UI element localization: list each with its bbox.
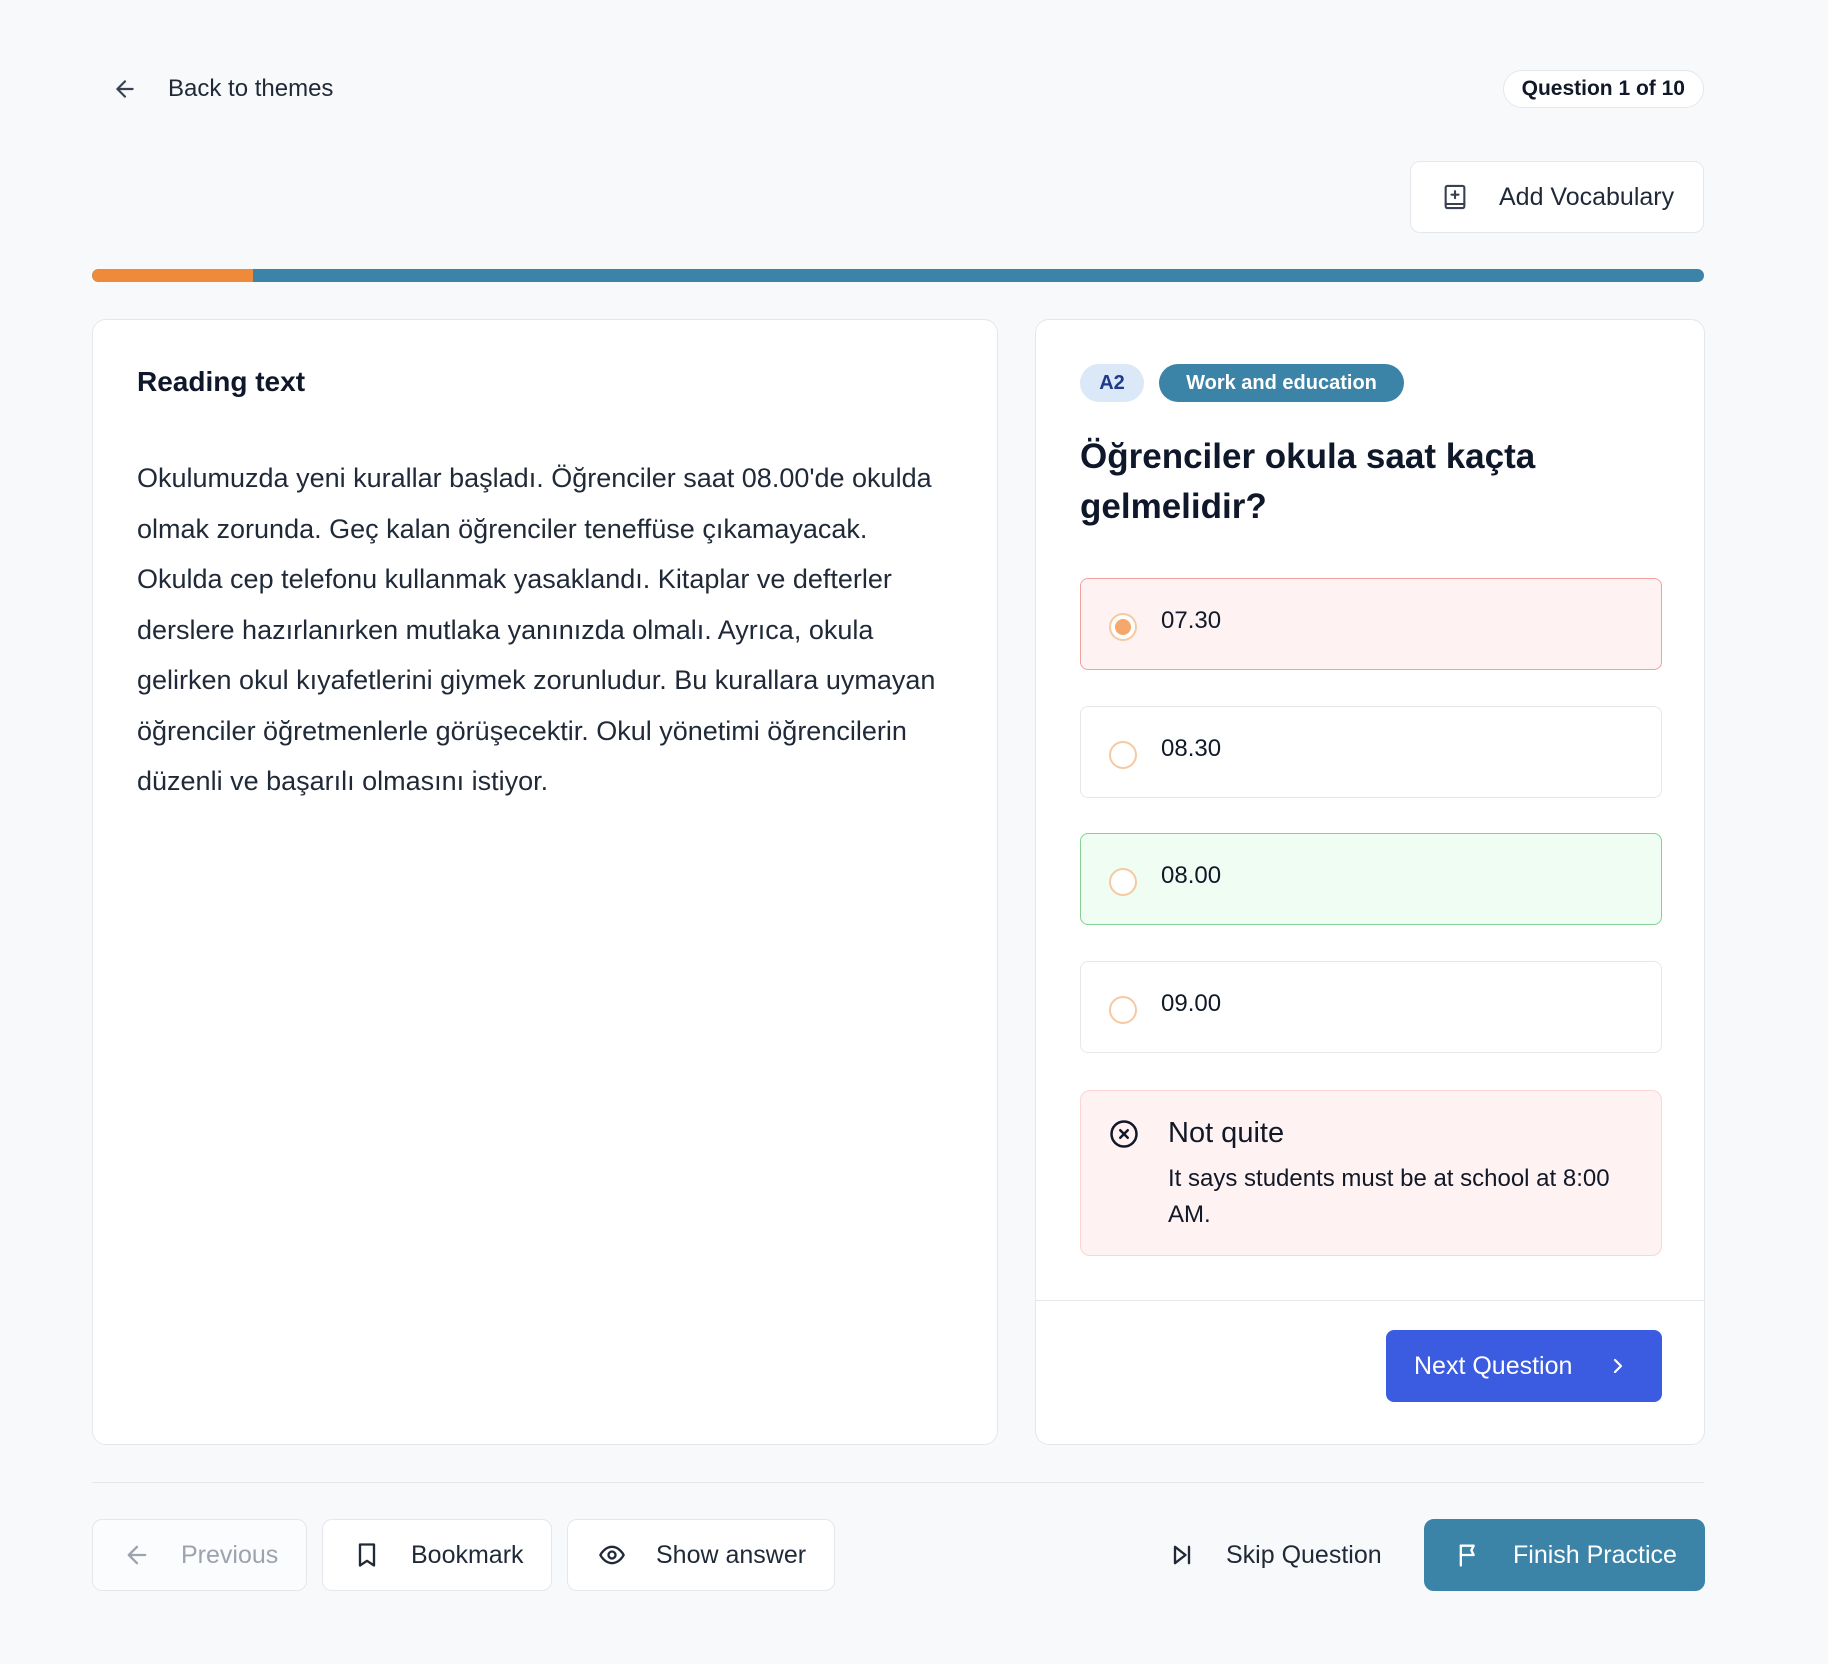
answer-option[interactable] xyxy=(1080,706,1662,798)
back-to-themes-label: Back to themes xyxy=(168,75,334,102)
card-divider xyxy=(1036,1300,1704,1301)
feedback-text: It says students must be at school at 8:00 AM. xyxy=(1168,1165,1610,1228)
progress-bar xyxy=(92,269,1704,282)
previous-button[interactable] xyxy=(92,1519,307,1591)
answer-option-label: 08.30 xyxy=(1161,735,1222,762)
finish-practice-button[interactable] xyxy=(1424,1519,1705,1591)
eye-icon xyxy=(598,1541,626,1569)
x-circle-icon xyxy=(1109,1119,1139,1149)
next-question-button[interactable] xyxy=(1386,1330,1662,1402)
reading-title: Reading text xyxy=(137,366,306,397)
bookmark-label: Bookmark xyxy=(411,1540,524,1569)
show-answer-label: Show answer xyxy=(656,1540,807,1569)
answer-option-label: 08.00 xyxy=(1161,862,1222,889)
question-text: Öğrenciler okula saat kaçta gelmelidir? xyxy=(1080,437,1536,526)
answer-option[interactable] xyxy=(1080,961,1662,1053)
footer-divider xyxy=(92,1482,1704,1483)
arrow-left-icon xyxy=(123,1541,151,1569)
book-plus-icon xyxy=(1441,183,1469,211)
reading-card xyxy=(92,319,998,1445)
finish-practice-label: Finish Practice xyxy=(1513,1540,1677,1569)
progress-bar-fill xyxy=(92,269,253,282)
bookmark-button[interactable] xyxy=(322,1519,552,1591)
level-badge: A2 xyxy=(1080,364,1144,402)
chevron-right-icon xyxy=(1606,1354,1630,1378)
bookmark-icon xyxy=(353,1541,381,1569)
show-answer-button[interactable] xyxy=(567,1519,835,1591)
answer-option-label: 09.00 xyxy=(1161,990,1222,1017)
back-to-themes-link[interactable] xyxy=(112,66,333,112)
radio-icon xyxy=(1109,741,1137,769)
question-counter-badge: Question 1 of 10 xyxy=(1503,70,1704,108)
reading-body-text: Okulumuzda yeni kurallar başladı. Öğrenciler saat 08.00'de okulda olmak zorunda. Geç kalan öğrenciler teneffüse çıkamayacak. Okulda cep telefonu kullanmak yasaklandı. Kitaplar ve defterler derslere hazırlanırken mutlaka yanınızda olmalı. Ayrıca, okula gelirken okul kıyafetlerini giymek zorunludur. Bu kurallara uymayan öğrenciler öğretmenlerle görüşecektir. Okul yönetimi öğrencilerin düzenli ve başarılı olmasını istiyor. xyxy=(137,463,936,796)
next-question-label: Next Question xyxy=(1414,1351,1573,1380)
skip-question-button[interactable] xyxy=(1158,1519,1398,1591)
flag-icon xyxy=(1455,1541,1483,1569)
answer-option-label: 07.30 xyxy=(1161,607,1222,634)
add-vocabulary-button[interactable] xyxy=(1410,161,1704,233)
radio-selected-icon xyxy=(1109,613,1137,641)
theme-badge: Work and education xyxy=(1159,364,1404,402)
question-card xyxy=(1035,319,1705,1445)
arrow-left-icon xyxy=(112,76,138,102)
feedback-box xyxy=(1080,1090,1662,1256)
add-vocabulary-label: Add Vocabulary xyxy=(1499,182,1675,211)
skip-question-label: Skip Question xyxy=(1226,1540,1382,1569)
skip-forward-icon xyxy=(1168,1541,1196,1569)
feedback-title: Not quite xyxy=(1168,1117,1285,1149)
previous-label: Previous xyxy=(181,1540,279,1569)
answer-option[interactable] xyxy=(1080,578,1662,670)
answer-option[interactable] xyxy=(1080,833,1662,925)
radio-icon xyxy=(1109,996,1137,1024)
radio-icon xyxy=(1109,868,1137,896)
